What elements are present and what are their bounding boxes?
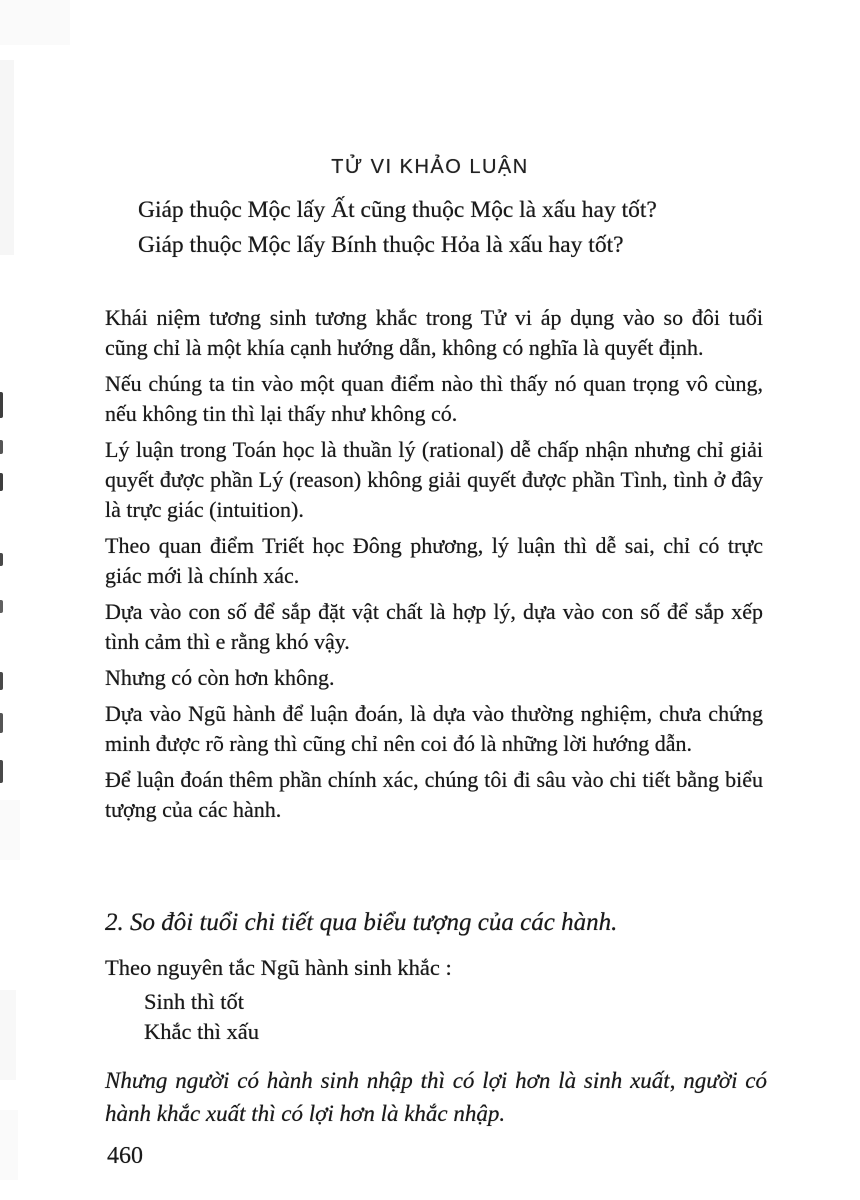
page-number: 460 (107, 1143, 143, 1169)
paragraph: Dựa vào con số để sắp đặt vật chất là hợp lý, dựa vào con số để sắp xếp tình cảm thì e rằng khó vậy. (105, 599, 763, 654)
paragraph: Lý luận trong Toán học là thuần lý (rational) dễ chấp nhận nhưng chỉ giải quyết được phần Lý (reason) không giải quyết được phần Tình, tình ở đây là trực giác (intuition). (105, 437, 763, 522)
opening-questions (138, 193, 758, 263)
paragraph: Để luận đoán thêm phần chính xác, chúng tôi đi sâu vào chi tiết bằng biểu tượng của các hành. (105, 767, 763, 822)
rule-list (105, 987, 767, 1047)
section-heading: 2. So đôi tuổi chi tiết qua biểu tượng của các hành. (105, 909, 618, 936)
scan-artifact (0, 392, 3, 418)
paragraph: Khái niệm tương sinh tương khắc trong Tử vi áp dụng vào so đôi tuổi cũng chỉ là một khía cạnh hướng dẫn, không có nghĩa là quyết định. (105, 305, 763, 360)
section-intro: Theo nguyên tắc Ngũ hành sinh khắc : (105, 955, 452, 980)
body-text (105, 303, 763, 825)
paragraph: Dựa vào Ngũ hành để luận đoán, là dựa vào thường nghiệm, chưa chứng minh được rõ ràng thì cũng chỉ nên coi đó là những lời hướng dẫn. (105, 701, 763, 756)
scan-artifact (0, 440, 3, 454)
question-line: Giáp thuộc Mộc lấy Bính thuộc Hỏa là xấu hay tốt? (138, 232, 624, 258)
section-2 (105, 907, 767, 1130)
italic-note: Nhưng người có hành sinh nhập thì có lợi hơn là sinh xuất, người có hành khắc xuất thì có lợi hơn là khắc nhập. (105, 1068, 767, 1126)
rule-item: Sinh thì tốt (144, 989, 245, 1014)
rule-item: Khắc thì xấu (144, 1019, 259, 1044)
scan-smudge (0, 1110, 18, 1180)
paragraph: Nhưng có còn hơn không. (105, 665, 335, 690)
paragraph: Nếu chúng ta tin vào một quan điểm nào thì thấy nó quan trọng vô cùng, nếu không tin thì lại thấy như không có. (105, 371, 763, 426)
scan-artifact (0, 553, 3, 566)
scan-artifact (0, 760, 3, 783)
scan-artifact (0, 600, 3, 613)
question-line: Giáp thuộc Mộc lấy Ất cũng thuộc Mộc là xấu hay tốt? (138, 197, 657, 223)
scan-smudge (0, 800, 20, 860)
running-header: TỬ VI KHẢO LUẬN (331, 156, 529, 178)
scan-artifact (0, 473, 3, 491)
scan-artifact (0, 672, 3, 690)
scan-smudge (0, 0, 70, 45)
paragraph: Theo quan điểm Triết học Đông phương, lý luận thì dễ sai, chỉ có trực giác mới là chính xác. (105, 533, 763, 588)
scan-artifact (0, 713, 3, 733)
scan-smudge (0, 990, 16, 1080)
